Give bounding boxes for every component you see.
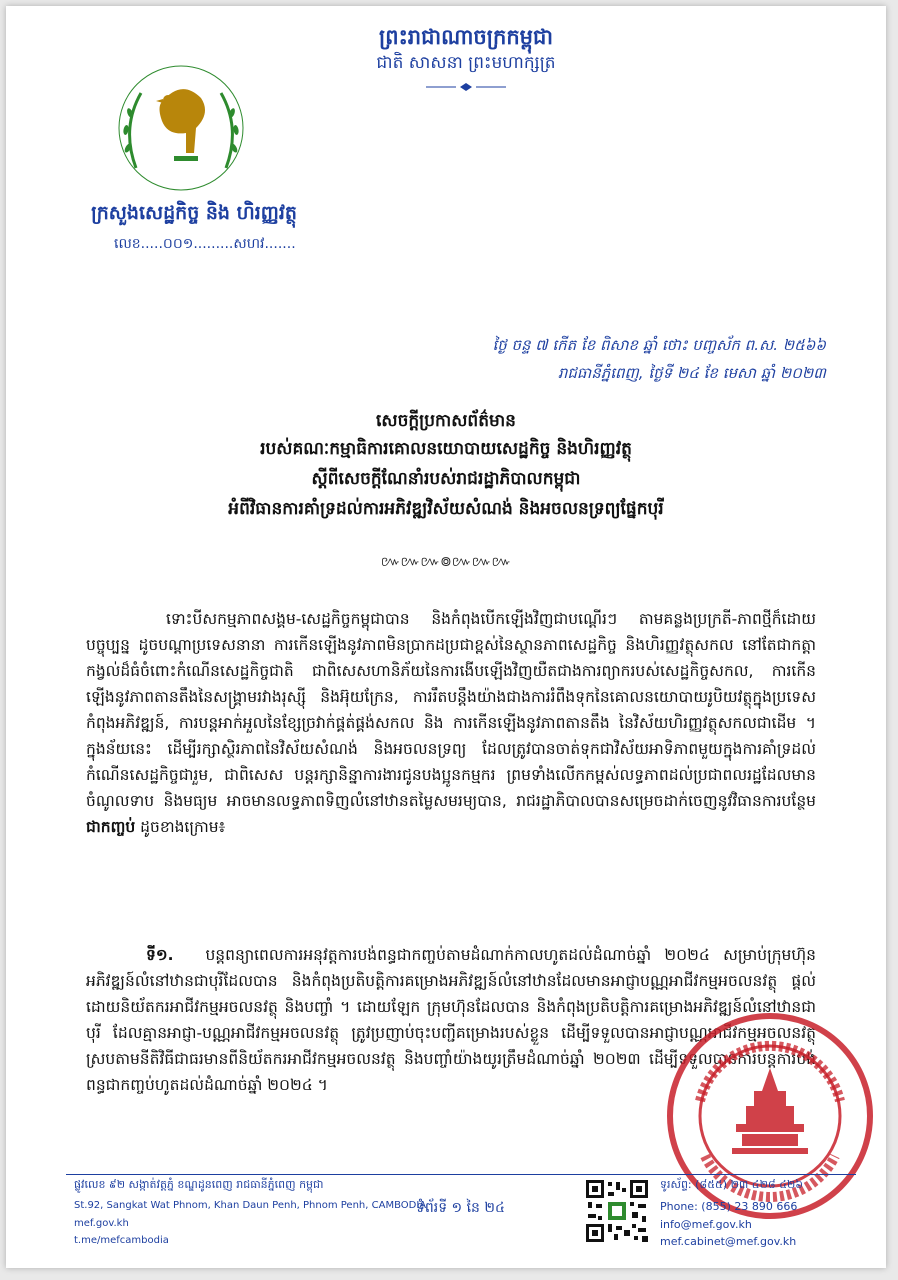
- paragraph-1-text: ទោះបីសកម្មភាពសង្គម-សេដ្ឋកិច្ចកម្ពុជាបាន និងកំពុងបើកឡើងវិញជាបណ្តើរៗ តាមគន្លងប្រក្រតី-ភាពថ្មីក៏ដោយ បច្ចុប្បន្ន ដូចបណ្តាប្រទេសនានា ការកើនឡើងនូវភាពមិនប្រាកដប្រជាខ្ពស់នៃស្ថានភាពសេដ្ឋកិច្ច និងហិរញ្ញវត្ថុសកល នៅតែជាកត្តាកង្វល់ដ៏ធំចំពោះកំណើនសេដ្ឋកិច្ចជាតិ ជាពិសេសហានិភ័យនៃការងើបឡើងវិញយឺតជាងការព្យាករបស់សេដ្ឋកិច្ចសកល, ការកើនឡើងនូវភាពតានតឹងនៃសង្គ្រាមរវាងរុស្ស៊ី និងអ៊ុយក្រែន, ការរឹតបន្តឹងយ៉ាងជាងការរំពឹងទុកនៃគោលនយោបាយរូបិយវត្ថុក្នុងប្រទេសកំពុងអភិវឌ្ឍន៍, ការបន្តអាក់អួលនៃខ្សែច្រវាក់ផ្គត់ផ្គង់សកល និង ការកើនឡើងនូវភាពតានតឹង នៃវិស័យហិរញ្ញវត្ថុសកលជាដើម ។ ក្នុងន័យនេះ ដើម្បីរក្សាស្ថិរភាពនៃវិស័យសំណង់ និងអចលនទ្រព្យ ដែលត្រូវបានចាត់ទុកជាវិស័យអាទិភាពមួយក្នុងការគាំទ្រដល់កំណើនសេដ្ឋកិច្ចជារួម, ជាពិសេស បន្តរក្សានិន្នាការងារជូនបងប្អូនកម្មករ ព្រមទាំងលើកកម្ពស់លទ្ធភាពដល់ប្រជាពលរដ្ឋដែលមានចំណូលទាប និងមធ្យម អាចមានលទ្ធភាពទិញលំនៅឋានតម្លៃសមរម្យបាន, រាជរដ្ឋាភិបាលបានសម្រេចដាក់ចេញនូវវិធានការបន្ថែម: [86, 610, 816, 810]
- reference-number: លេខ.....០០១.........សហវ.......: [114, 236, 296, 252]
- document-title-line-1: សេចក្តីប្រកាសព័ត៌មាន: [376, 411, 516, 431]
- footer-phone-km: ទូរស័ព្ទ: (៨៥៥) ២៣ ៤២៨ ៤២៦: [660, 1178, 804, 1191]
- footer-address-km: ផ្លូវលេខ ៩២ សង្កាត់វត្តភ្នំ ខណ្ឌដូនពេញ រាជធានីភ្នំពេញ កម្ពុជា: [74, 1178, 324, 1191]
- footer-email-info: info@mef.gov.kh: [660, 1218, 752, 1231]
- footer-email-cabinet: mef.cabinet@mef.gov.kh: [660, 1235, 797, 1248]
- footer-phone: Phone: (855) 23 890 666: [660, 1200, 798, 1213]
- footer-telegram: t.me/mefcambodia: [74, 1235, 169, 1246]
- body-paragraph-1: [86, 606, 816, 840]
- document-title-line-2: របស់គណៈកម្មាធិការគោលនយោបាយសេដ្ឋកិច្ច និងហិរញ្ញវត្ថុ: [260, 439, 632, 459]
- paragraph-1-end: ដូចខាងក្រោម៖: [140, 818, 226, 836]
- national-motto: ជាតិ សាសនា ព្រះមហាក្សត្រ: [376, 53, 556, 73]
- page-number: ទំព័រទី ១ នៃ ២៤: [416, 1200, 505, 1216]
- ministry-logo-icon: [106, 58, 256, 198]
- article-1-text: បន្តពន្យាពេលការអនុវត្តការបង់ពន្ធជាកញ្ចប់តាមដំណាក់កាលហូតដល់ដំណាច់ឆ្នាំ ២០២៤ សម្រាប់ក្រុមហ៊ុនអភិវឌ្ឍន៍លំនៅឋានជាបុរីដែលបាន និងកំពុងប្រតិបត្តិការគម្រោងអភិវឌ្ឍន៍លំនៅឋានដែលមានអាជ្ញាបណ្ណអាជីវកម្មអចលនវត្ថុ ផ្តល់ដោយនិយ័តករអាជីវកម្មអចលនវត្ថុ និងបញ្ចាំ ។ ដោយឡែក ក្រុមហ៊ុនដែលបាន និងកំពុងប្រតិបត្តិការគម្រោងអភិវឌ្ឍន៍លំនៅឋានជាបុរី ដែលគ្មានអាជ្ញា-បណ្ណអាជីវកម្មអចលនវត្ថុ ត្រូវប្រញាប់ចុះបញ្ជីគម្រោងរបស់ខ្លួន ដើម្បីទទួលបានអាជ្ញាបណ្ណអាជីវកម្មអចលនវត្ថុ ស្របតាមនីតិវិធីជាធរមានពីនិយ័តករអាជីវកម្មអចលនវត្ថុ និងបញ្ចាំយ៉ាងយូរត្រឹមដំណាច់ឆ្នាំ ២០២៣ ដើម្បីទទួលបានការបន្តការបង់ពន្ធជាកញ្ចប់ហូតដល់ដំណាច់ឆ្នាំ ២០២៤ ។: [86, 946, 816, 1094]
- solar-date: រាជធានីភ្នំពេញ, ថ្ងៃទី ២៤ ខែ មេសា ឆ្នាំ ២០២៣: [557, 364, 826, 382]
- kingdom-title: ព្រះរាជាណាចក្រកម្ពុជា: [378, 25, 553, 49]
- qr-code-icon: [584, 1178, 650, 1244]
- document-title-line-4: អំពីវិធានការគាំទ្រដល់ការអភិវឌ្ឍវិស័យសំណង់ និងអចលនទ្រព្យផ្នែកបុរី: [228, 499, 664, 519]
- footer-website: mef.gov.kh: [74, 1218, 129, 1229]
- ornament-divider-icon: [426, 82, 506, 92]
- footer-address-en: St.92, Sangkat Wat Phnom, Khan Daun Penh, Phnom Penh, CAMBODIA: [74, 1200, 427, 1211]
- paragraph-1-emphasis: ជាកញ្ចប់: [86, 818, 136, 836]
- footer-divider: [66, 1174, 856, 1175]
- ministry-name: ក្រសួងសេដ្ឋកិច្ច និង ហិរញ្ញវត្ថុ: [91, 202, 297, 224]
- lunar-date: ថ្ងៃ ចន្ទ ៧ កើត ខែ ពិសាខ ឆ្នាំ ថោះ បញ្ចស័ក ព.ស. ២៥៦៦: [492, 336, 826, 354]
- article-label: ទី១.: [146, 946, 174, 964]
- title-ornament: ៚៚៚៙៚៚៚: [380, 554, 512, 570]
- document-title-line-3: ស្តីពីសេចក្តីណែនាំរបស់រាជរដ្ឋាភិបាលកម្ពុជា: [311, 469, 581, 489]
- document-page: [6, 6, 886, 1268]
